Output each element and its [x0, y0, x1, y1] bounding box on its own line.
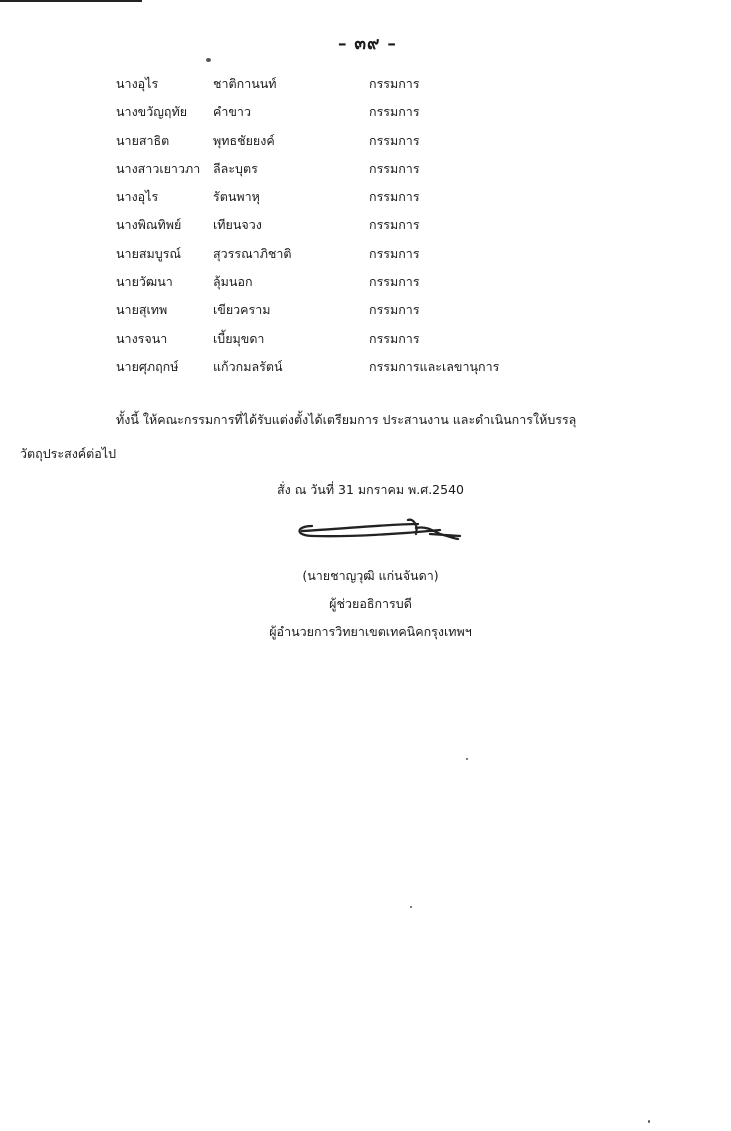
given-date: สั่ง ณ วันที่ 31 มกราคม พ.ศ.2540	[277, 482, 464, 497]
instruction-paragraph: ทั้งนี้ ให้คณะกรรมการที่ได้รับแต่งตั้งได้เตรียมการ ประสานงาน และดำเนินการให้บรรลุวัตถุประสงค์ต่อไป	[20, 412, 577, 461]
member-row	[116, 187, 636, 215]
member-row	[116, 102, 636, 130]
member-first-name: นายสาธิต	[116, 132, 170, 148]
handwritten-signature	[290, 512, 465, 550]
scan-speck	[466, 758, 468, 760]
member-row	[116, 74, 636, 102]
member-role: กรรมการ	[369, 217, 420, 233]
page-number: – ๓๙ –	[338, 34, 397, 54]
member-first-name: นายวัฒนา	[116, 274, 173, 290]
signer-title: ผู้ช่วยอธิการบดี	[329, 596, 412, 611]
member-last-name: ลีละบุตร	[213, 160, 258, 176]
member-last-name: รัตนพาหุ	[213, 189, 260, 205]
scan-speck	[410, 906, 412, 908]
member-role: กรรมการ	[369, 245, 420, 261]
scan-speck	[648, 1120, 650, 1123]
member-first-name: นางอุไร	[116, 189, 159, 205]
member-first-name: นางพิณทิพย์	[116, 217, 182, 233]
member-first-name: นายสมบูรณ์	[116, 245, 182, 261]
member-row	[116, 357, 636, 385]
member-first-name: นายศุภฤกษ์	[116, 358, 179, 374]
member-first-name: นางรจนา	[116, 330, 168, 346]
member-role: กรรมการ	[369, 104, 420, 120]
member-last-name: ลุ้มนอก	[213, 274, 253, 290]
member-row	[116, 244, 636, 272]
member-first-name: นายสุเทพ	[116, 302, 168, 318]
member-role: กรรมการ	[369, 132, 420, 148]
member-last-name: พุทธชัยยงค์	[213, 132, 275, 148]
member-row	[116, 131, 636, 159]
member-role: กรรมการ	[369, 160, 420, 176]
signer-block	[0, 562, 731, 646]
member-first-name: นางขวัญฤทัย	[116, 104, 188, 120]
member-role: กรรมการ	[369, 189, 420, 205]
member-row	[116, 215, 636, 243]
member-last-name: ชาติกานนท์	[213, 76, 277, 91]
member-first-name: นางสาวเยาวภา	[116, 160, 201, 176]
member-role: กรรมการ	[369, 330, 420, 346]
member-role: กรรมการ	[369, 76, 420, 91]
member-last-name: แก้วกมลรัตน์	[213, 358, 283, 374]
committee-member-list	[116, 74, 636, 385]
member-last-name: สุวรรณาภิชาติ	[213, 245, 292, 261]
member-last-name: เขียวคราม	[213, 302, 271, 318]
member-row	[116, 300, 636, 328]
member-last-name: คำขาว	[213, 104, 251, 120]
top-rule	[0, 0, 142, 2]
member-row	[116, 329, 636, 357]
signer-name: (นายชาญวุฒิ แก่นจันดา)	[302, 568, 439, 583]
member-role: กรรมการ	[369, 274, 420, 290]
member-row	[116, 159, 636, 187]
member-first-name: นางอุไร	[116, 76, 159, 91]
member-role: กรรมการ	[369, 302, 420, 318]
member-last-name: เบี้ยมุขดา	[213, 330, 265, 346]
member-row	[116, 272, 636, 300]
member-last-name: เทียนจวง	[213, 217, 262, 233]
member-role: กรรมการและเลขานุการ	[369, 358, 500, 374]
scan-speck	[206, 58, 211, 62]
signer-position: ผู้อำนวยการวิทยาเขตเทคนิคกรุงเทพฯ	[269, 624, 472, 639]
